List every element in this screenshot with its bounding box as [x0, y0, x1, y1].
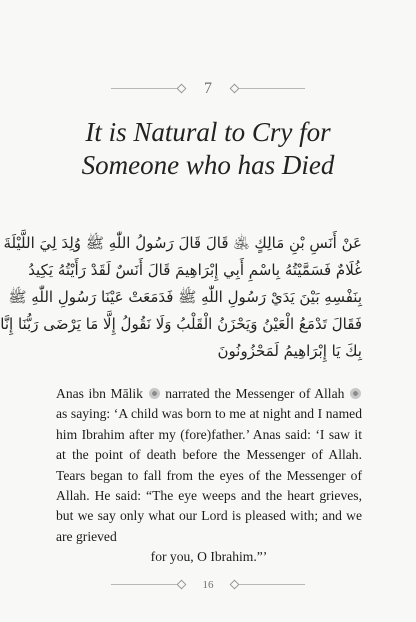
- arabic-line-2: غُلَامٌ فَسَمَّيْتُهُ بِاسْمِ أَبِي إِبْرَاهِيمَ قَالَ أَنَسٌ لَقَدْ رَأَيْتُهُ يَكِيدُ: [28, 261, 362, 279]
- chapter-number-ornament: [0, 78, 416, 100]
- footer-rule-right: [239, 584, 305, 585]
- translation-part-3: as saying: ‘A child was born to me at night and I named him Ibrahim after my (fore)father.’ Anas said: ‘I saw it at the point of death before the Messenger of Allah. Tears began to fall from the eyes of the Messenger of Allah. He said: “The eye weeps and the heart grieves, but we say only what our Lord is pleased with; and we are grieved: [56, 406, 362, 544]
- page-title-line-1: It is Natural to Cry for: [85, 117, 331, 147]
- arabic-line-1: عَنْ أَنَسِ بْنِ مَالِكٍ ﵁ قَالَ قَالَ رَسُولُ اللّٰهِ ﷺ وُلِدَ لِيَ اللَّيْلَةَ: [3, 234, 362, 252]
- translation-last-line: for you, O Ibrahim.”’: [150, 549, 268, 565]
- page-title: [40, 116, 376, 182]
- translation-part-1: Anas ibn Mālik: [56, 386, 143, 401]
- arabic-line-5: بِكَ يَا إِبْرَاهِيمُ لَمَحْزُونُونَ: [217, 342, 362, 360]
- page-footer: [0, 574, 416, 596]
- arabic-line-4: فَقَالَ تَدْمَعُ الْعَيْنُ وَيَحْزَنُ الْقَلْبُ وَلَا نَقُولُ إِلَّا مَا يَرْضَى رَبُّنَا إِنَّا: [0, 315, 362, 333]
- chapter-number: 7: [204, 80, 212, 97]
- translation-part-2: narrated the Messenger of Allah: [165, 386, 345, 401]
- arabic-hadith-text: [0, 230, 362, 365]
- arabic-line-3: بِنَفْسِهِ بَيْنَ يَدَيْ رَسُولِ اللّٰهِ ﷺ فَدَمَعَتْ عَيْنَا رَسُولِ اللّٰهِ ﷺ: [8, 288, 362, 306]
- page-number: 16: [202, 579, 214, 591]
- honorific-salawat-icon: [350, 388, 361, 399]
- honorific-radiya-icon: [149, 388, 160, 399]
- english-translation: [56, 384, 362, 568]
- page-title-line-2: Someone who has Died: [81, 150, 335, 180]
- ornament-rule-right: [239, 88, 305, 89]
